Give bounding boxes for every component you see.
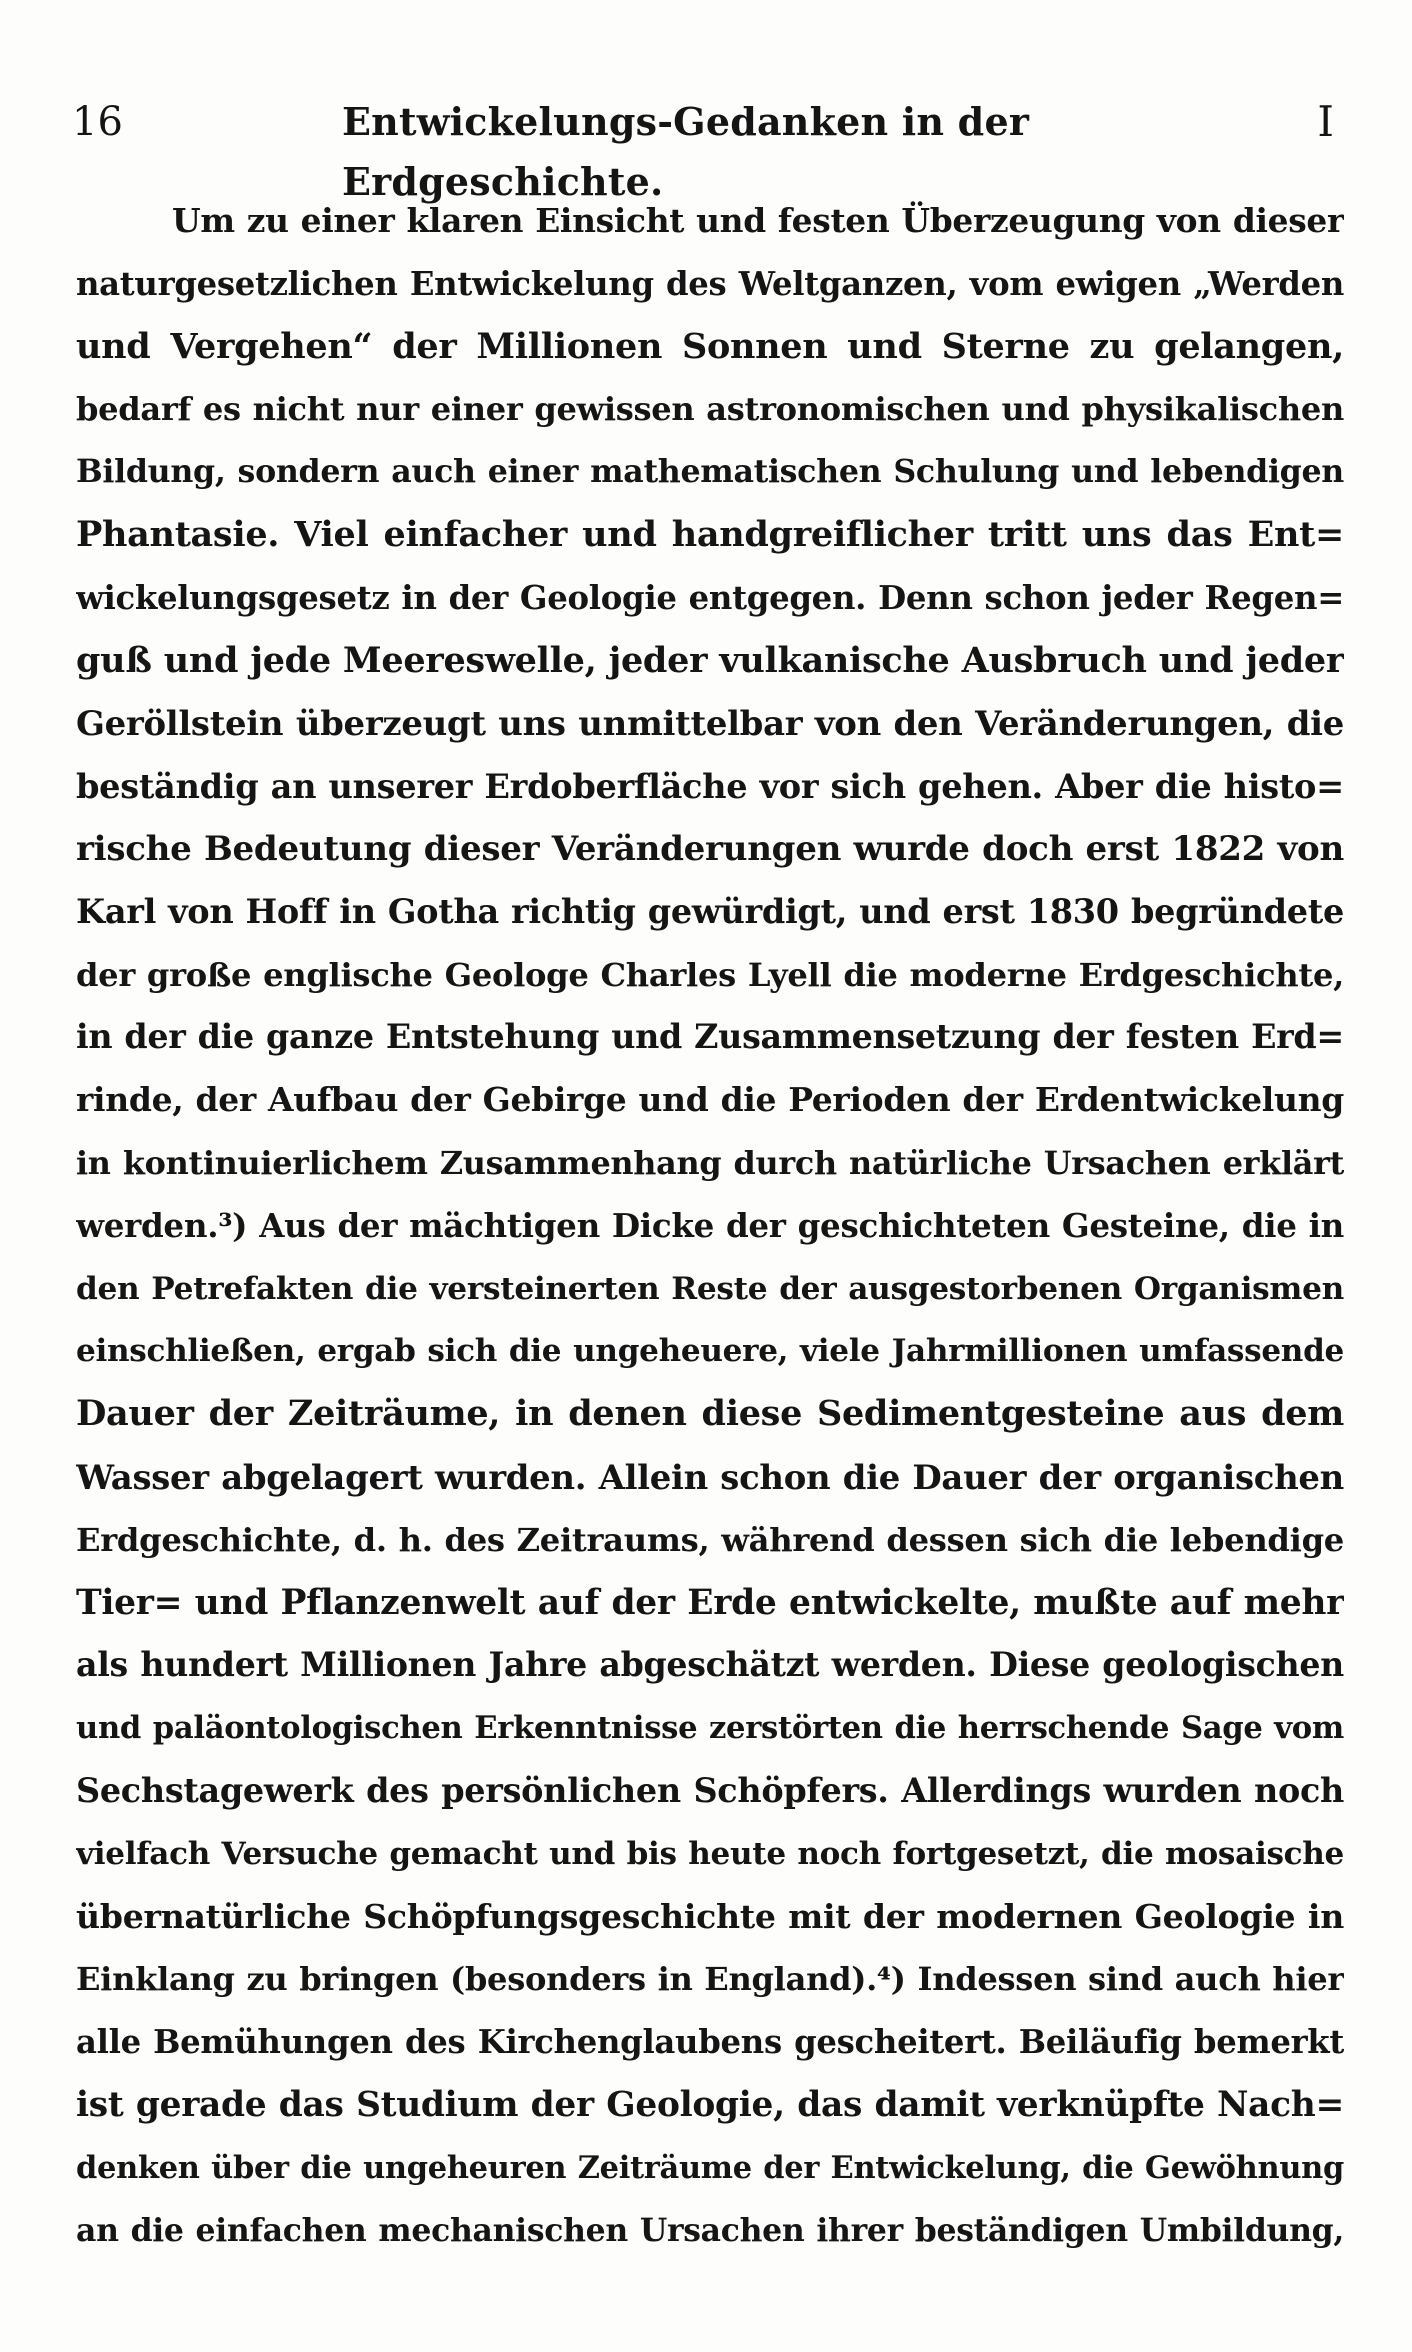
text-line: beständig an unserer Erdoberfläche vor sich gehen. Aber die histo= <box>76 766 1344 807</box>
text-line: und Vergehen“ der Millionen Sonnen und Sterne zu gelangen, <box>76 325 1344 367</box>
text-line: übernatürliche Schöpfungsgeschichte mit der modernen Geologie in <box>76 1896 1344 1936</box>
text-line: Bildung, sondern auch einer mathematischen Schulung und lebendigen <box>76 453 1344 491</box>
page-number: 16 <box>72 99 123 145</box>
text-line: Phantasie. Viel einfacher und handgreiflicher tritt uns das Ent= <box>76 513 1344 555</box>
text-line: einschließen, ergab sich die ungeheuere, viele Jahrmillionen umfassende <box>76 1333 1344 1370</box>
text-line: alle Bemühungen des Kirchenglaubens gescheitert. Beiläufig bemerkt <box>76 2023 1344 2062</box>
page-header <box>72 92 1344 204</box>
text-line: als hundert Millionen Jahre abgeschätzt werden. Diese geologischen <box>76 1645 1344 1685</box>
text-line: in kontinuierlichem Zusammenhang durch natürliche Ursachen erklärt <box>76 1143 1344 1182</box>
text-line: Sechstagewerk des persönlichen Schöpfers. Allerdings wurden noch <box>76 1770 1344 1810</box>
text-line: naturgesetzlichen Entwickelung des Weltganzen, vom ewigen „Werden <box>76 264 1344 303</box>
text-line: und paläontologischen Erkenntnisse zerstörten die herrschende Sage vom <box>76 1710 1344 1747</box>
text-line: Tier= und Pflanzenwelt auf der Erde entwickelte, mußte auf mehr <box>76 1582 1344 1623</box>
text-line: Dauer der Zeiträume, in denen diese Sedimentgesteine aus dem <box>76 1393 1344 1435</box>
text-line: der große englische Geologe Charles Lyell die moderne Erdgeschichte, <box>76 955 1344 994</box>
text-line: denken über die ungeheuren Zeiträume der Entwickelung, die Gewöhnung <box>76 2149 1344 2186</box>
running-head: Entwickelungs-Gedanken in der Erdgeschichte. <box>342 99 1030 204</box>
text-line: an die einfachen mechanischen Ursachen ihrer beständigen Umbildung, <box>76 2211 1344 2249</box>
text-line: ist gerade das Studium der Geologie, das damit verknüpfte Nach= <box>76 2084 1344 2125</box>
text-line: den Petrefakten die versteinerten Reste der ausgestorbenen Organismen <box>76 1270 1344 1307</box>
text-line: Geröllstein überzeugt uns unmittelbar von den Veränderungen, die <box>76 703 1344 744</box>
text-line: guß und jede Meereswelle, jeder vulkanische Ausbruch und jeder <box>76 639 1344 681</box>
text-line: rinde, der Aufbau der Gebirge und die Perioden der Erdentwickelung <box>76 1080 1344 1120</box>
chapter-number: I <box>1317 97 1334 146</box>
text-line: Um zu einer klaren Einsicht und festen Überzeugung von dieser <box>172 201 1344 240</box>
text-line: bedarf es nicht nur einer gewissen astronomischen und physikalischen <box>76 390 1344 429</box>
text-line: rische Bedeutung dieser Veränderungen wurde doch erst 1822 von <box>76 828 1344 869</box>
text-line: Erdgeschichte, d. h. des Zeitraums, während dessen sich die lebendige <box>76 1520 1344 1559</box>
text-line: Wasser abgelagert wurden. Allein schon die Dauer der organischen <box>76 1456 1344 1497</box>
text-line: Karl von Hoff in Gotha richtig gewürdigt, und erst 1830 begründete <box>76 891 1344 931</box>
body-paragraph <box>76 190 1344 2262</box>
text-line: wickelungsgesetz in der Geologie entgegen. Denn schon jeder Regen= <box>76 578 1344 617</box>
text-line: Einklang zu bringen (besonders in England).⁴) Indessen sind auch hier <box>76 1960 1344 1999</box>
text-line: werden.³) Aus der mächtigen Dicke der geschichteten Gesteine, die in <box>76 1205 1344 1245</box>
text-line: vielfach Versuche gemacht und bis heute noch fortgesetzt, die mosaische <box>76 1835 1344 1872</box>
text-line: in der die ganze Entstehung und Zusammensetzung der festen Erd= <box>76 1017 1344 1057</box>
